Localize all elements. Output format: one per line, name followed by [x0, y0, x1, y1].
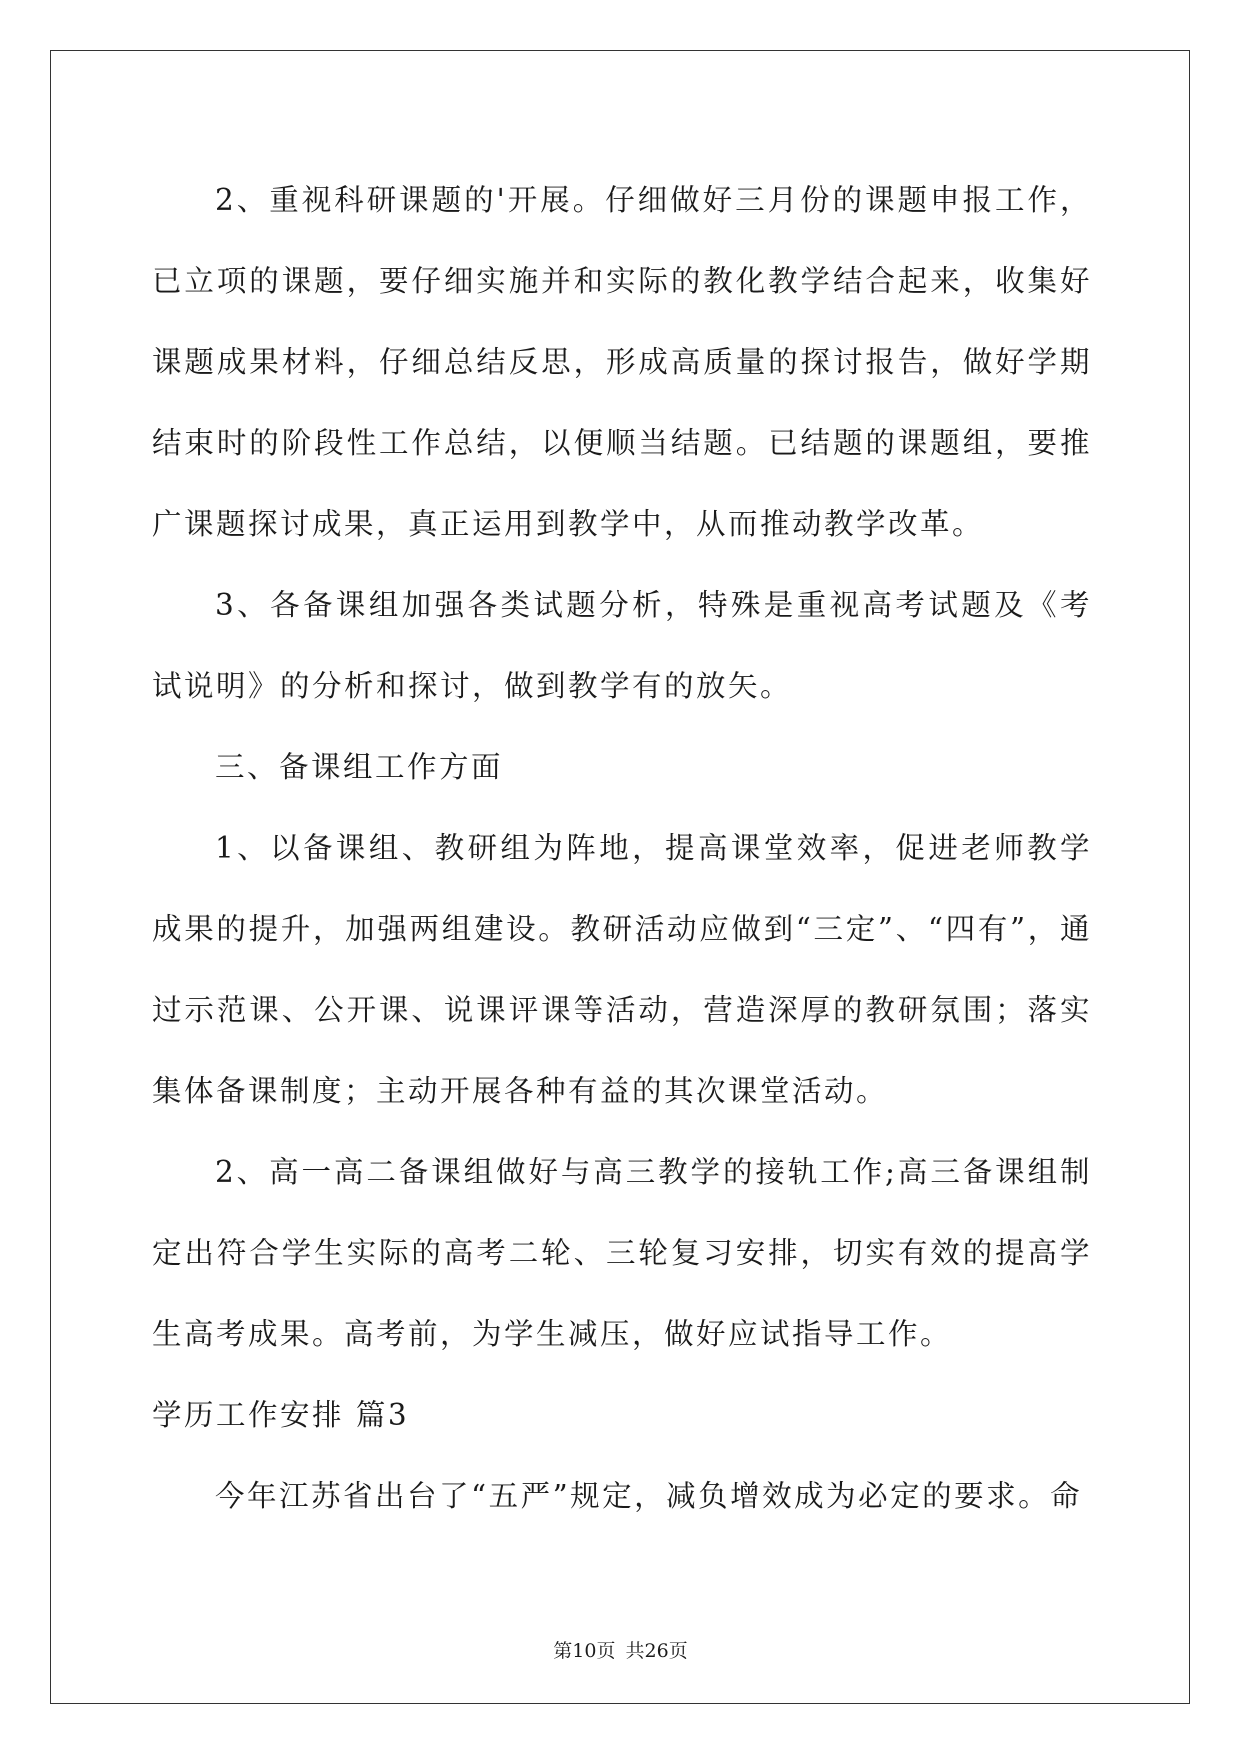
document-body [152, 160, 1092, 1537]
section-heading: 学历工作安排 篇3 [152, 1398, 410, 1432]
page-number: 第10页 [553, 1640, 616, 1662]
paragraph-grade-transition: 2、高一高二备课组做好与高三教学的接轨工作;高三备课组制定出符合学生实际的高考二轮、三轮复习安排，切实有效的提高学生高考成果。高考前，为学生减压，做好应试指导工作。 [152, 1155, 1092, 1351]
paragraph-lesson-group-building: 1、以备课组、教研组为阵地，提高课堂效率，促进老师教学成果的提升，加强两组建设。教研活动应做到“三定”、“四有”，通过示范课、公开课、说课评课等活动，营造深厚的教研氛围；落实集体备课制度；主动开展各种有益的其次课堂活动。 [152, 831, 1092, 1108]
paragraph-five-strict-rules: 今年江苏省出台了“五严”规定，减负增效成为必定的要求。命 [215, 1479, 1083, 1513]
paragraph-exam-analysis: 3、各备课组加强各类试题分析，特殊是重视高考试题及《考试说明》的分析和探讨，做到教学有的放矢。 [152, 588, 1092, 703]
page-footer [0, 1636, 1241, 1663]
page-total: 共26页 [625, 1640, 688, 1662]
section-title-lesson-group: 三、备课组工作方面 [215, 750, 504, 784]
paragraph-research-topics: 2、重视科研课题的'开展。仔细做好三月份的课题申报工作，已立项的课题，要仔细实施并和实际的教化教学结合起来，收集好课题成果材料，仔细总结反思，形成高质量的探讨报告，做好学期结束时的阶段性工作总结，以便顺当结题。已结题的课题组，要推广课题探讨成果，真正运用到教学中，从而推动教学改革。 [152, 183, 1092, 541]
